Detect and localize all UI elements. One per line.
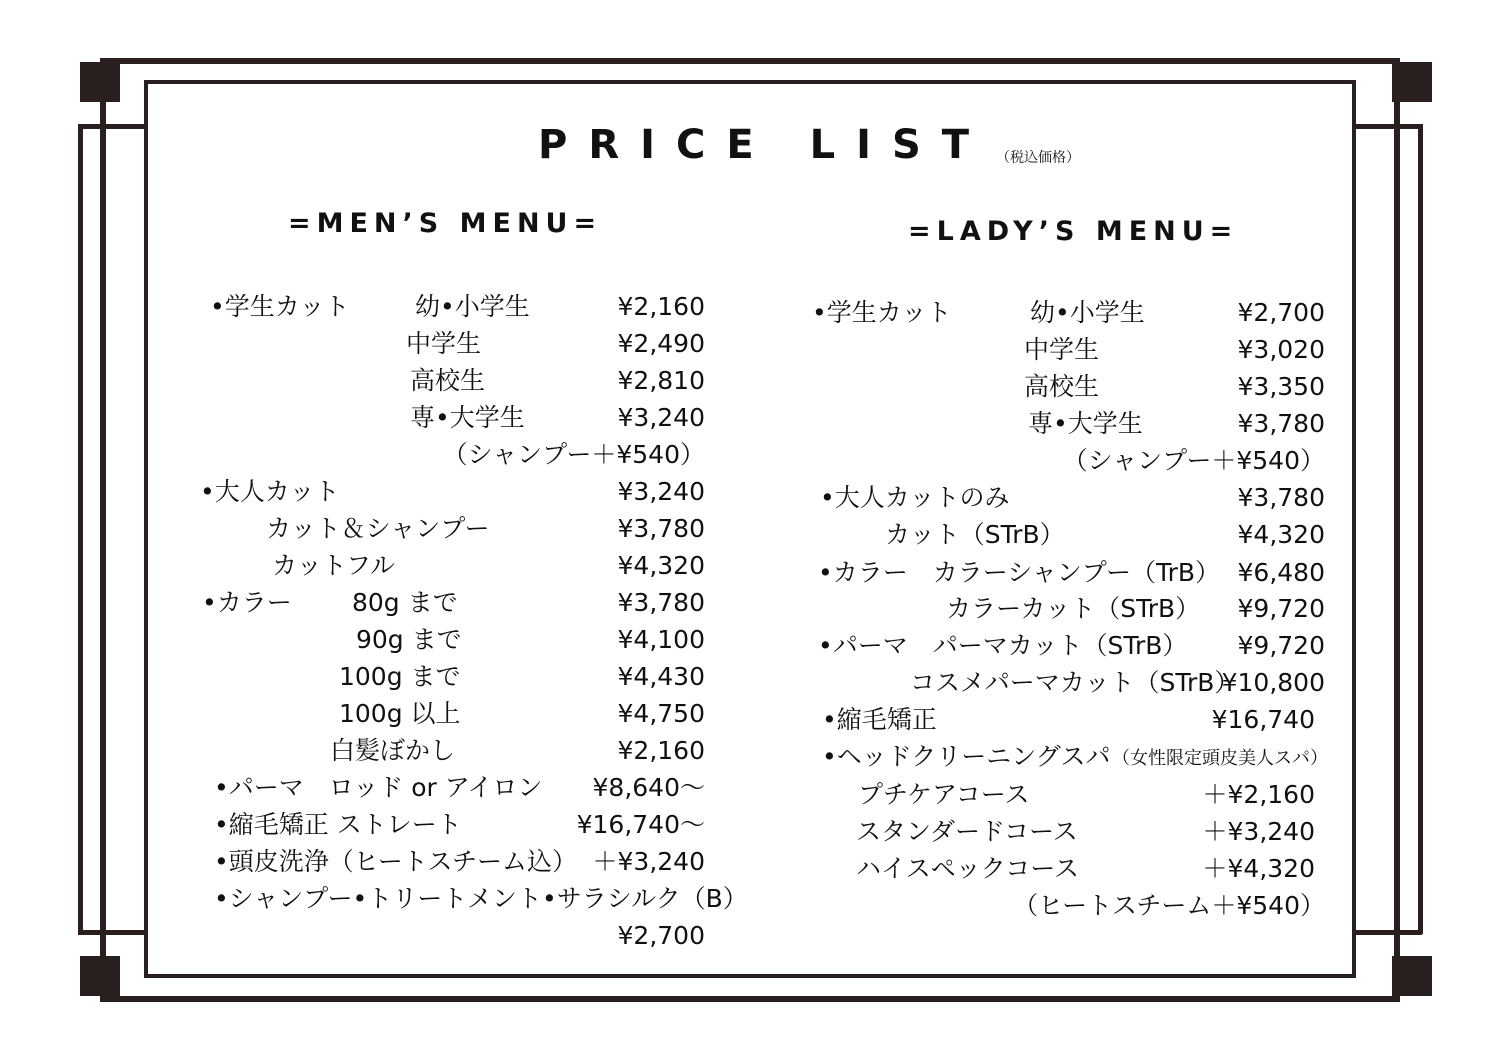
mens-item-price: ¥3,780: [617, 588, 705, 617]
mens-item-price: ¥3,780: [617, 514, 705, 543]
ladys-item-sub: 高校生: [1024, 372, 1100, 401]
mens-item-price: ¥4,100: [617, 625, 705, 654]
mens-item-note: （シャンプー＋¥540）: [442, 440, 705, 469]
mens-item-price: ¥2,700: [617, 921, 705, 950]
mens-item-sub: カットフル: [272, 551, 396, 580]
mens-item-price: ¥3,240: [617, 477, 705, 506]
mens-item-label: •パーマ ロッド or アイロン: [214, 773, 543, 802]
ladys-item-label: •学生カット: [812, 298, 952, 327]
frame-line: [1418, 124, 1423, 934]
corner-ornament: [80, 62, 120, 102]
mens-item-sub: カット＆シャンプー: [266, 514, 490, 543]
mens-item-label: •カラー: [202, 588, 292, 617]
frame-line: [78, 124, 148, 129]
page-title: PRICE LIST: [538, 122, 991, 168]
corner-ornament: [1392, 956, 1432, 996]
mens-item-sub: 白髪ぼかし: [330, 736, 456, 765]
ladys-menu-heading: =LADY’S MENU=: [908, 216, 1239, 247]
ladys-item-price: ¥2,700: [1237, 298, 1325, 327]
ladys-item-price: ¥3,780: [1237, 483, 1325, 512]
ladys-item-label: •大人カットのみ: [820, 483, 1010, 512]
ladys-item-sub: ハイスペックコース: [856, 854, 1080, 883]
ladys-item-price: ¥3,020: [1237, 335, 1325, 364]
corner-ornament: [80, 956, 120, 996]
ladys-item-sub: 幼•小学生: [1030, 298, 1145, 327]
mens-item-label: •学生カット: [210, 292, 350, 321]
mens-item-label: •縮毛矯正 ストレート: [214, 810, 462, 839]
ladys-item-label: •ヘッドクリーニングスパ: [822, 742, 1111, 771]
mens-item-sub: 100g 以上: [339, 699, 461, 728]
ladys-item-sub: カット（STrB）: [885, 520, 1065, 549]
ladys-item-sub: カラーカット（STrB）: [946, 594, 1201, 623]
mens-item-sub: 80g まで: [352, 588, 458, 617]
tax-note: （税込価格）: [996, 150, 1080, 166]
mens-item-sub: 専•大学生: [410, 403, 525, 432]
mens-item-price: ¥8,640～: [592, 773, 705, 802]
mens-item-sub: 高校生: [410, 366, 486, 395]
mens-item-price: ¥4,750: [617, 699, 705, 728]
mens-item-label: •シャンプー•トリートメント•サラシルク（B）: [214, 884, 748, 913]
ladys-item-sub: 中学生: [1024, 335, 1100, 364]
mens-item-sub: 幼•小学生: [415, 292, 530, 321]
ladys-item-sub: スタンダードコース: [856, 817, 1078, 846]
ladys-item-price: ¥3,350: [1237, 372, 1325, 401]
frame-line: [1352, 124, 1422, 129]
frame-line: [1352, 930, 1422, 935]
mens-item-sub: 90g まで: [356, 625, 462, 654]
ladys-item-price: ¥10,800: [1221, 668, 1325, 697]
ladys-item-sub: プチケアコース: [858, 780, 1030, 809]
corner-ornament: [1392, 62, 1432, 102]
mens-item-price: ¥2,810: [617, 366, 705, 395]
ladys-item-price: ¥9,720: [1237, 631, 1325, 660]
mens-item-sub: 100g まで: [339, 662, 461, 691]
ladys-item-price: ¥6,480: [1237, 558, 1325, 587]
mens-item-price: ＋¥3,240: [592, 847, 705, 876]
ladys-item-price: ＋¥4,320: [1202, 854, 1315, 883]
ladys-item-note: （ヒートスチーム＋¥540）: [1013, 891, 1325, 920]
mens-item-price: ¥4,320: [617, 551, 705, 580]
ladys-item-price: ＋¥3,240: [1202, 817, 1315, 846]
mens-item-price: ¥3,240: [617, 403, 705, 432]
ladys-item-sub: （女性限定頭皮美人スパ）: [1112, 748, 1328, 769]
ladys-item-price: ¥16,740: [1211, 705, 1315, 734]
ladys-item-label: •カラー カラーシャンプー（TrB）: [818, 558, 1221, 587]
mens-item-sub: 中学生: [406, 329, 482, 358]
mens-item-label: •頭皮洗浄（ヒートスチーム込）: [214, 847, 577, 876]
frame-line: [78, 930, 148, 935]
mens-item-price: ¥2,490: [617, 329, 705, 358]
mens-item-price: ¥16,740～: [576, 810, 705, 839]
mens-menu-heading: =MEN’S MENU=: [288, 208, 603, 239]
ladys-item-note: （シャンプー＋¥540）: [1062, 446, 1325, 475]
ladys-item-sub: 専•大学生: [1028, 409, 1143, 438]
ladys-item-price: ¥4,320: [1237, 520, 1325, 549]
mens-item-price: ¥4,430: [617, 662, 705, 691]
frame-line: [78, 124, 83, 934]
ladys-item-label: •パーマ パーマカット（STrB）: [818, 631, 1188, 660]
mens-item-price: ¥2,160: [617, 292, 705, 321]
mens-item-label: •大人カット: [200, 477, 340, 506]
ladys-item-label: •縮毛矯正: [822, 705, 937, 734]
ladys-item-price: ¥3,780: [1237, 409, 1325, 438]
ladys-item-price: ＋¥2,160: [1202, 780, 1315, 809]
mens-item-price: ¥2,160: [617, 736, 705, 765]
ladys-item-sub: コスメパーマカット（STrB）: [910, 668, 1240, 697]
ladys-item-price: ¥9,720: [1237, 594, 1325, 623]
